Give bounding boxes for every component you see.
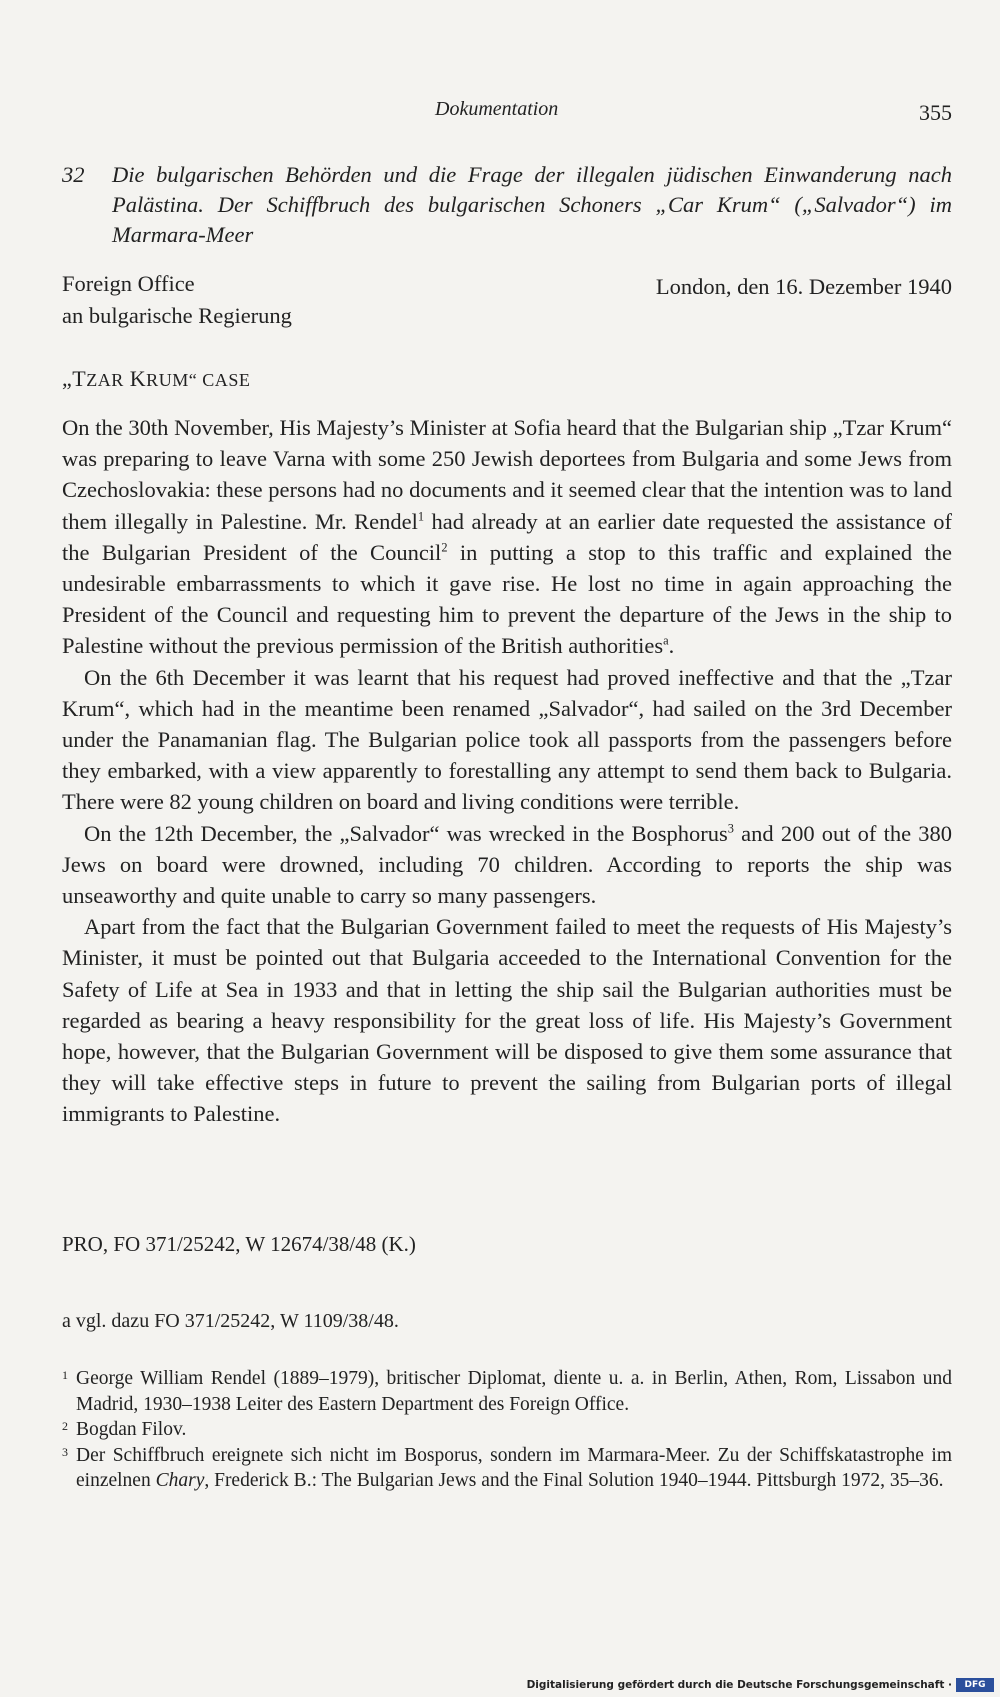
- digitization-credit: Digitalisierung gefördert durch die Deutsche Forschungsgemeinschaft ·: [526, 1679, 952, 1691]
- footnote-mark: 1: [62, 1368, 68, 1382]
- case-title-tail: “ CASE: [188, 370, 251, 390]
- archive-source: PRO, FO 371/25242, W 12674/38/48 (K.): [62, 1232, 416, 1256]
- paragraph-3-part-1: On the 12th December, the „Salvador“ was wrecked in the Bosphorus: [84, 820, 728, 846]
- footnote-2: [62, 1417, 952, 1443]
- footnote-ref-3: 3: [727, 821, 734, 836]
- running-head: Dokumentation: [435, 98, 559, 120]
- case-title-open-quote: „: [62, 366, 73, 391]
- case-title: [62, 366, 250, 392]
- case-title-rest-2: RUM: [146, 370, 189, 390]
- case-title-initial-1: T: [72, 366, 87, 391]
- paragraph-1-part-4: .: [668, 633, 675, 659]
- footnote-ref-1: 1: [417, 509, 425, 524]
- footnote-3: [62, 1443, 952, 1494]
- footnote-mark: 2: [62, 1419, 68, 1433]
- paragraph-4: Apart from the fact that the Bulgarian Government failed to meet the requests of His Majesty’s Minister, it must be pointed out that Bulgaria acceeded to the International Convention for the Safety of Life at Sea in 1933 and that in letting the ship sail the Bulgarian authorities must be regarded as bearing a heavy responsibility for the great loss of life. His Majesty’s Government hope, however, that the Bulgarian Government will be disposed to give them some assurance that they will take effective steps in future to prevent the sailing from Bulgarian ports of illegal immigrants to Palestine.: [62, 914, 952, 1127]
- footnote-mark: 3: [62, 1444, 68, 1459]
- footnotes: [62, 1366, 952, 1494]
- page-number: 355: [919, 100, 952, 125]
- footnote-text: Bogdan Filov.: [76, 1419, 187, 1440]
- case-title-rest-1: ZAR: [86, 370, 124, 390]
- footnote-author-italic: Chary: [155, 1470, 205, 1491]
- note-ref-a: a: [663, 633, 669, 648]
- footnote-1: [62, 1366, 952, 1417]
- recipient: an bulgarische Regierung: [62, 303, 292, 328]
- document-number: 32: [62, 162, 85, 187]
- paragraph-2: On the 6th December it was learnt that his request had proved ineffective and that the „Tzar Krum“, which had in the meantime been renamed „Salvador“, had sailed on the 3rd December under the Panamanian flag. The Bulgarian police took all passports from the passengers before they embarked, with a view apparently to forestalling any attempt to send them back to Bulgaria. There were 82 young children on board and living conditions were terrible.: [62, 664, 952, 815]
- paragraph-1: [62, 412, 952, 662]
- paragraph-3: [62, 818, 952, 912]
- footnote-ref-2: 2: [441, 540, 448, 555]
- paragraph-3-part-2: and 200 out of the 380 Jews on board were drowned, including 70 children. According to reports the ship was unseaworthy and quite unable to carry so many passengers.: [62, 820, 953, 909]
- dfg-logo: DFG: [956, 1678, 994, 1692]
- footnote-text-part-2: , Frederick B.: The Bulgarian Jews and the Final Solution 1940–1944. Pittsburgh 1972, 35–36.: [204, 1470, 944, 1491]
- editorial-note-a: a vgl. dazu FO 371/25242, W 1109/38/48.: [62, 1310, 399, 1332]
- paragraph-1-part-3: in putting a stop to this traffic and explained the undesirable embarrassments to which it gave rise. He lost no time in again approaching the President of the Council and requesting him to prevent the departure of the Jews in the ship to Palestine without the previous permission of the British authorities: [62, 539, 952, 659]
- paragraph-1-part-2: had already at an earlier date requested the assistance of the Bulgarian President of the Council: [62, 508, 952, 565]
- case-title-initial-2: K: [129, 366, 147, 391]
- dateline: London, den 16. Dezember 1940: [655, 274, 952, 299]
- footnote-text: George William Rendel (1889–1979), britischer Diplomat, diente u. a. in Berlin, Athen, Rom, Lissabon und Madrid, 1930–1938 Leiter des Eastern Department des Foreign Office.: [76, 1368, 952, 1415]
- sender: Foreign Office: [62, 271, 195, 296]
- footnote-text-part-1: Der Schiffbruch ereignete sich nicht im Bosporus, sondern im Marmara-Meer. Zu der Schiffskatastrophe im einzelnen: [76, 1444, 952, 1491]
- document-title: Die bulgarischen Behörden und die Frage der illegalen jüdischen Einwanderung nach Palästina. Der Schiffbruch des bulgarischen Schoners „Car Krum“ („Salvador“) im Marmara-Meer: [112, 162, 952, 247]
- letter-body: [62, 412, 952, 1130]
- document-heading: [62, 160, 952, 250]
- sender-block: [62, 268, 292, 332]
- paragraph-1-part-1: On the 30th November, His Majesty’s Minister at Sofia heard that the Bulgarian ship „Tzar Krum“ was preparing to leave Varna with some 250 Jewish deportees from Bulgaria and some Jews from Czechoslovakia: these persons had no documents and it seemed clear that the intention was to land them illegally in Palestine. Mr. Rendel: [62, 415, 952, 534]
